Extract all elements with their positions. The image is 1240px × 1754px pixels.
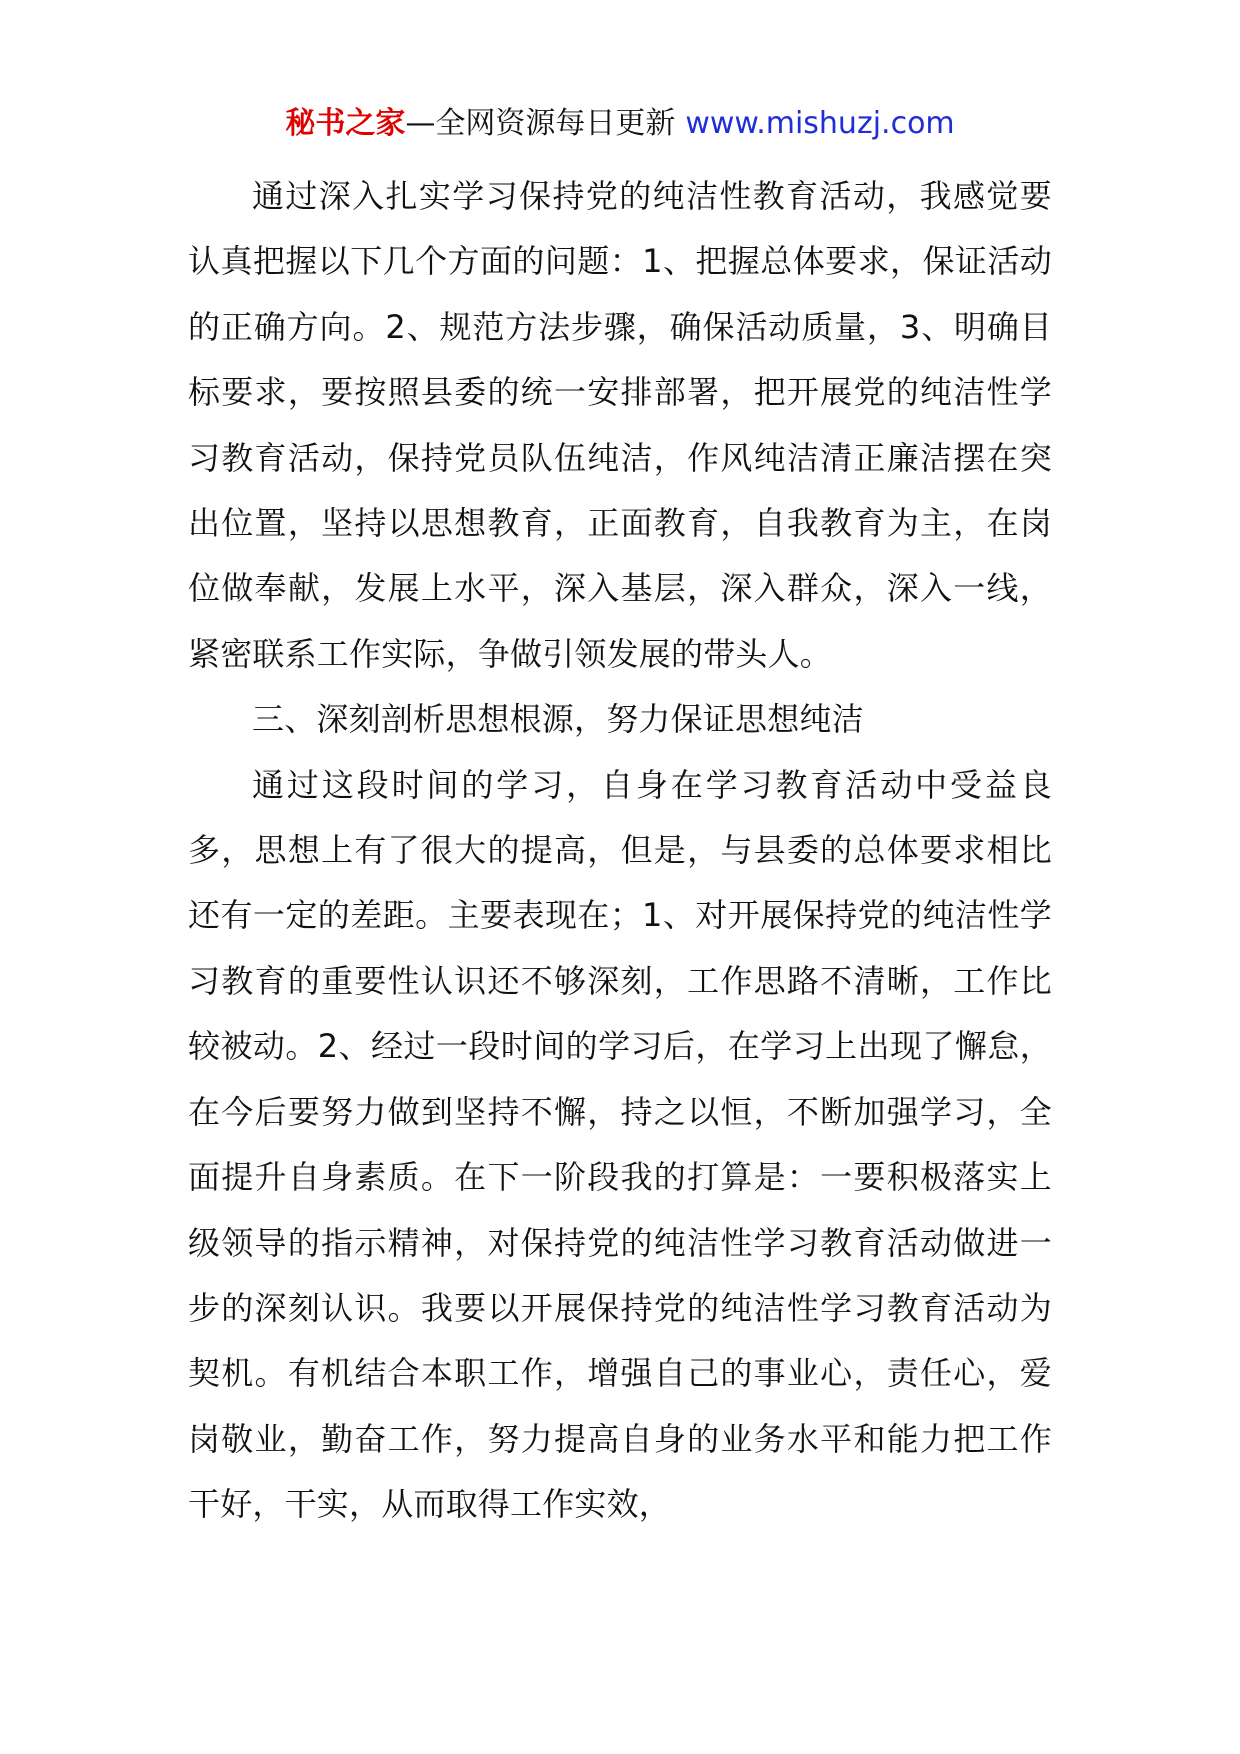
body-paragraph: 通过这段时间的学习，自身在学习教育活动中受益良多，思想上有了很大的提高，但是，与县委的总体要求相比还有一定的差距。主要表现在；1、对开展保持党的纯洁性学习教育的重要性认识还不够深刻，工作思路不清晰，工作比较被动。2、经过一段时间的学习后，在学习上出现了懈怠，在今后要努力做到坚持不懈，持之以恒，不断加强学习，全面提升自身素质。在下一阶段我的打算是：一要积极落实上级领导的指示精神，对保持党的纯洁性学习教育活动做进一步的深刻认识。我要以开展保持党的纯洁性学习教育活动为契机。有机结合本职工作，增强自己的事业心，责任心，爱岗敬业，勤奋工作，努力提高自身的业务水平和能力把工作干好，干实，从而取得工作实效，: [188, 765, 1052, 1524]
section-heading: 三、深刻剖析思想根源，努力保证思想纯洁: [252, 700, 864, 739]
site-url-link[interactable]: www.mishuzj.com: [685, 106, 955, 141]
header-slogan: —全网资源每日更新: [405, 106, 676, 141]
brand-name: 秘书之家: [285, 106, 406, 141]
body-paragraph: 通过深入扎实学习保持党的纯洁性教育活动，我感觉要认真把握以下几个方面的问题：1、把握总体要求，保证活动的正确方向。2、规范方法步骤，确保活动质量，3、明确目标要求，要按照县委的统一安排部署，把开展党的纯洁性学习教育活动，保持党员队伍纯洁，作风纯洁清正廉洁摆在突出位置，坚持以思想教育，正面教育，自我教育为主，在岗位做奉献，发展上水平，深入基层，深入群众，深入一线，紧密联系工作实际，争做引领发展的带头人。: [188, 177, 1052, 673]
page-header: [0, 104, 1240, 144]
document-body: [188, 164, 1052, 1538]
